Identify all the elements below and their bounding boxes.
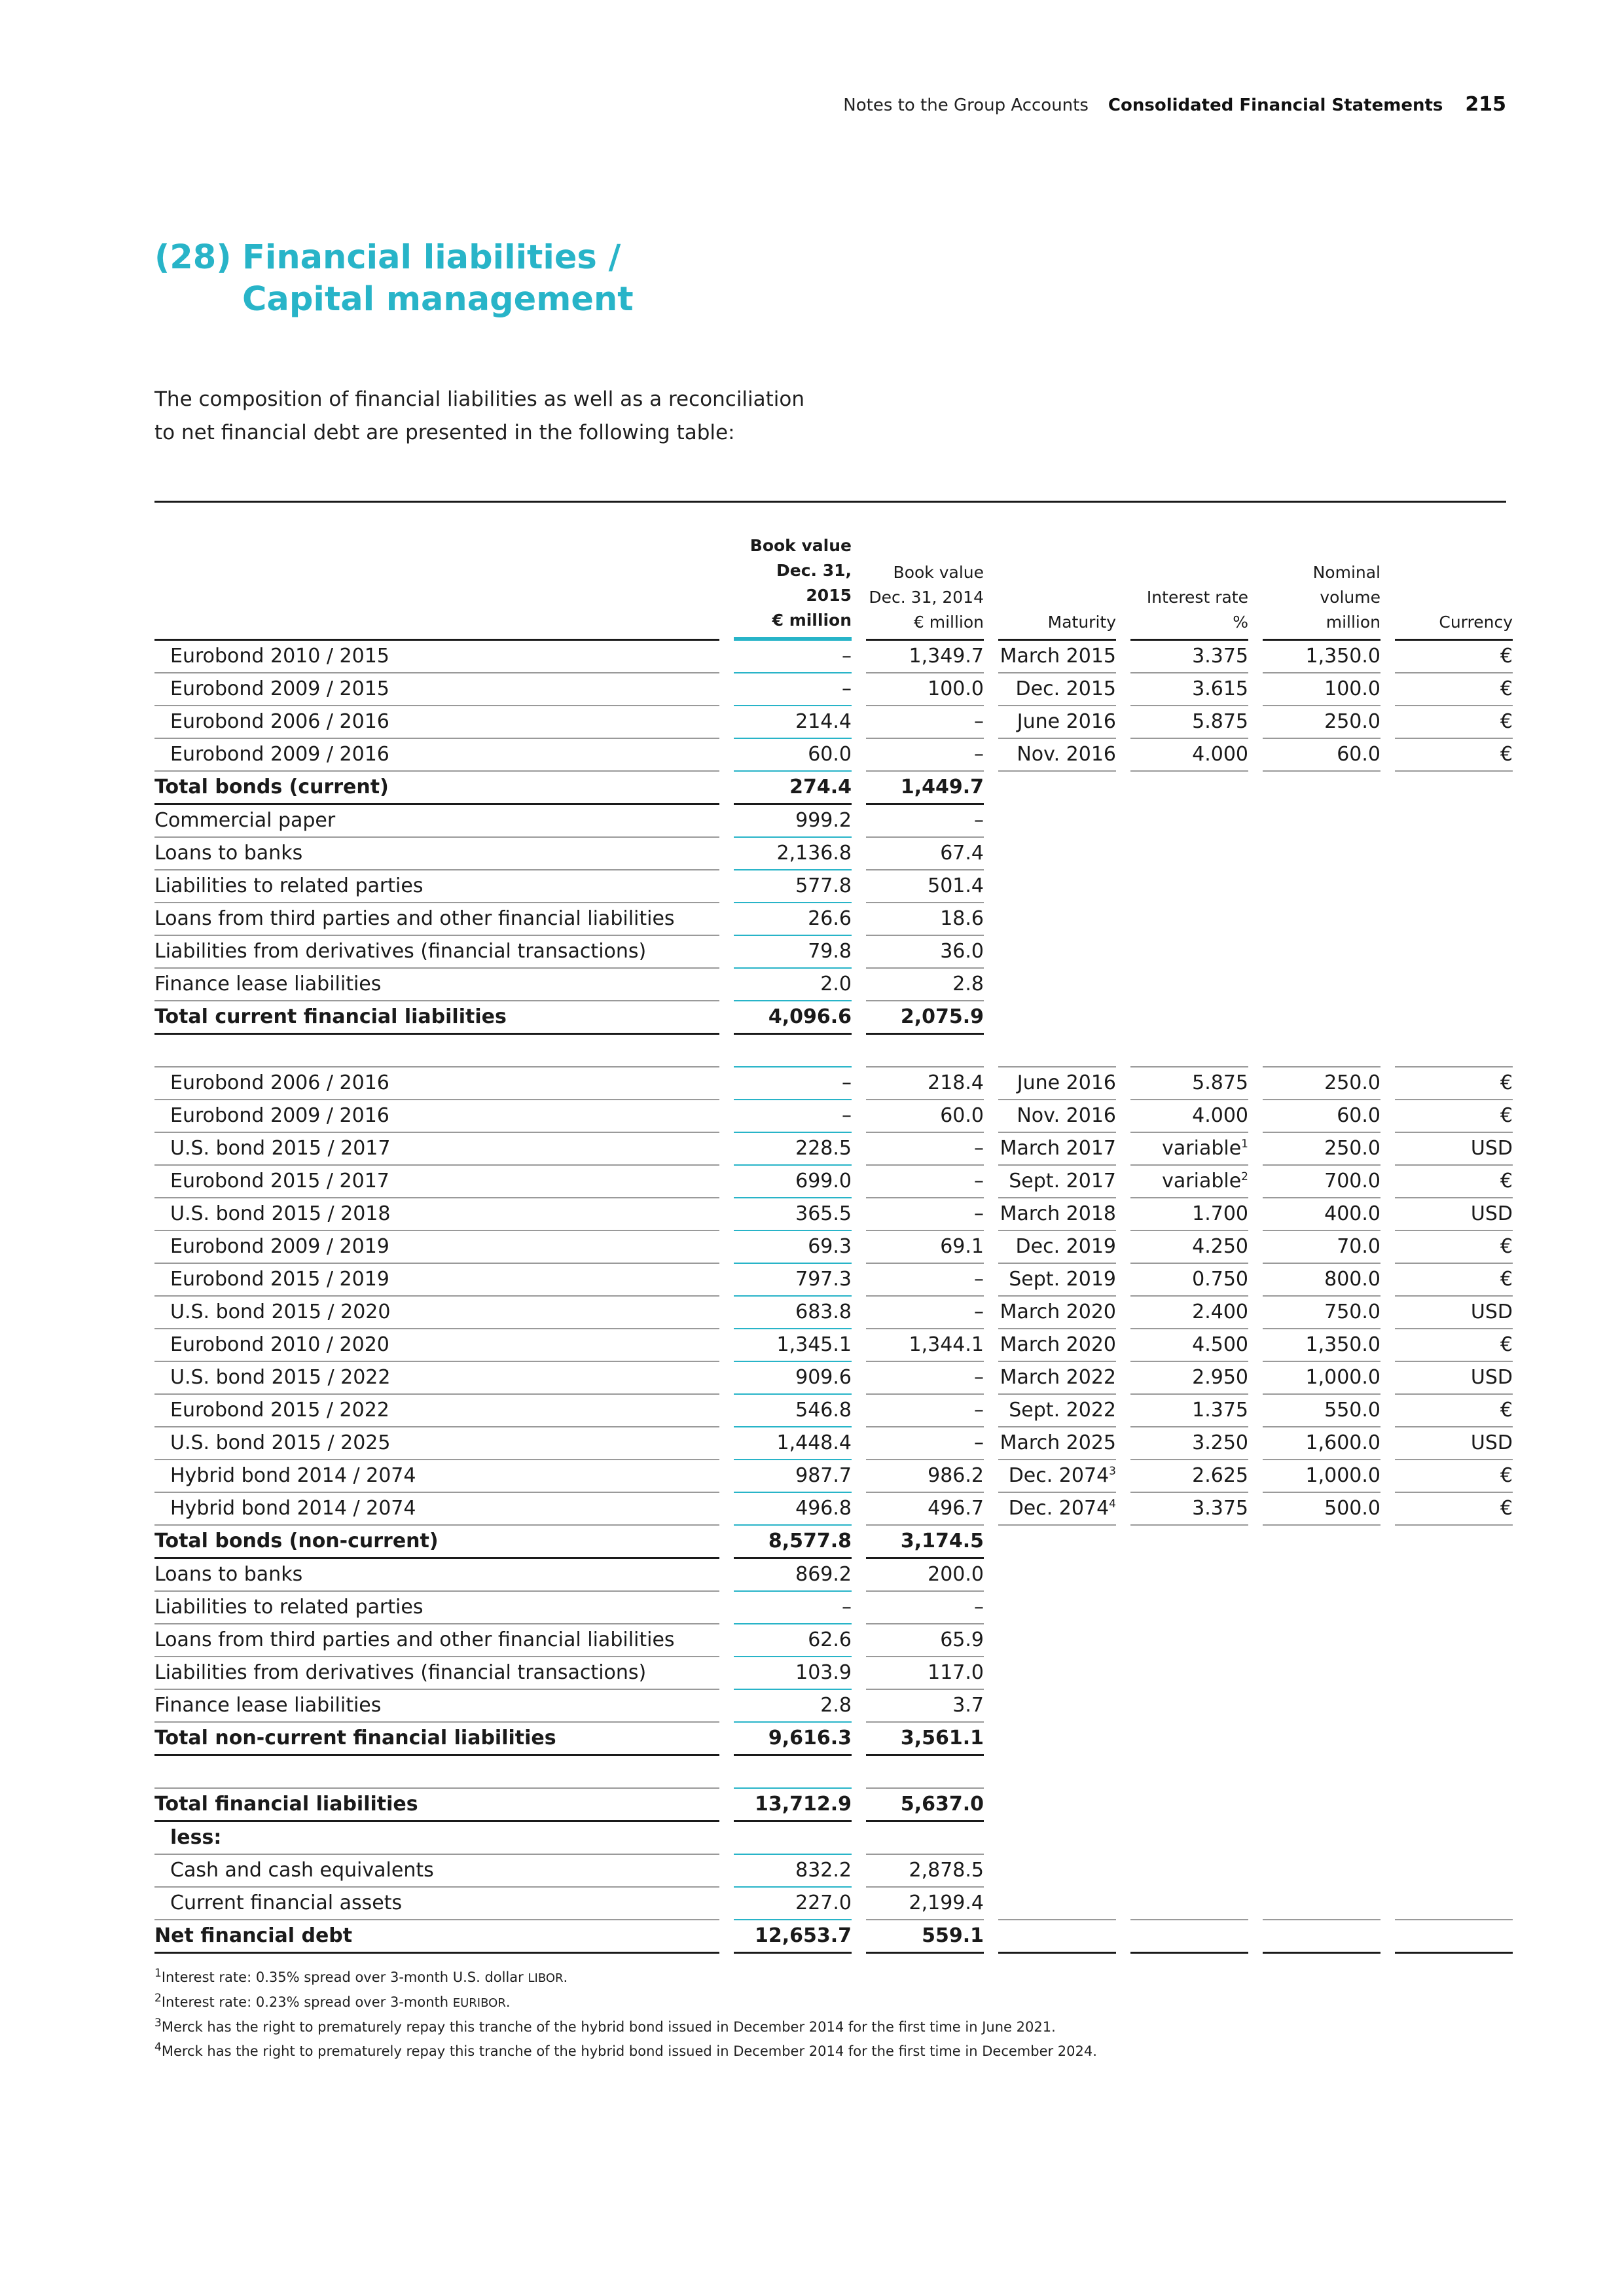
total-row: Total bonds (current) 274.4 1,449.7 — [154, 772, 1513, 805]
table-row: Eurobond 2006 / 2016 – 218.4 June 2016 5.875 250.0 € — [154, 1067, 1513, 1100]
table-row: Eurobond 2010 / 2020 1,345.1 1,344.1 March 2020 4.500 1,350.0 € — [154, 1329, 1513, 1362]
table-header-row — [154, 533, 1513, 641]
intro-line1: The composition of financial liabilities as well as a reconciliation — [154, 387, 805, 411]
net-financial-debt-row: Net financial debt 12,653.7 559.1 — [154, 1920, 1513, 1954]
table-row: less: — [154, 1822, 1513, 1855]
title-number: (28) — [154, 238, 232, 277]
header-currency: Currency — [1395, 533, 1513, 641]
spacer-row — [154, 1035, 1513, 1067]
footnote-ref: 3 — [1109, 1465, 1116, 1478]
total-row: Total financial liabilities 13,712.9 5,637.0 — [154, 1789, 1513, 1822]
table-row: U.S. bond 2015 / 2018 365.5 – March 2018 1.700 400.0 USD — [154, 1198, 1513, 1231]
table-row: Eurobond 2009 / 2016 60.0 – Nov. 2016 4.000 60.0 € — [154, 739, 1513, 772]
total-row: Total bonds (non-current) 8,577.8 3,174.5 — [154, 1526, 1513, 1559]
header-maturity: Maturity — [998, 533, 1116, 641]
table-row: Eurobond 2015 / 2019 797.3 – Sept. 2019 0.750 800.0 € — [154, 1264, 1513, 1297]
table-row: Commercial paper 999.2 – — [154, 805, 1513, 838]
table-row: Current financial assets 227.0 2,199.4 — [154, 1888, 1513, 1920]
table-row: U.S. bond 2015 / 2025 1,448.4 – March 2025 3.250 1,600.0 USD — [154, 1427, 1513, 1460]
total-row: Total current financial liabilities 4,096.6 2,075.9 — [154, 1001, 1513, 1035]
intro-line2: to net financial debt are presented in the following table: — [154, 421, 735, 444]
page-header — [843, 93, 1506, 116]
table-row: Hybrid bond 2014 / 2074 496.8 496.7 Dec. 2074$^4$ 3.375 500.0 € — [154, 1493, 1513, 1526]
footnote-3: $^3$Merck has the right to prematurely repay this tranche of the hybrid bond issued in December 2014 for the first time in June 2021. — [154, 2017, 1056, 2035]
header-interest-rate: Interest rate % — [1130, 533, 1248, 641]
total-row: Total non-current financial liabilities 9,616.3 3,561.1 — [154, 1723, 1513, 1756]
footnote-1: $^1$Interest rate: 0.35% spread over 3-month U.S. dollar LIBOR. — [154, 1967, 568, 1985]
table-row: Loans from third parties and other financial liabilities 62.6 65.9 — [154, 1624, 1513, 1657]
header-section: Notes to the Group Accounts — [843, 96, 1089, 115]
table-row: Eurobond 2006 / 2016 214.4 – June 2016 5.875 250.0 € — [154, 706, 1513, 739]
table-row: Finance lease liabilities 2.8 3.7 — [154, 1690, 1513, 1723]
table-top-rule — [154, 501, 1506, 503]
table-row: U.S. bond 2015 / 2020 683.8 – March 2020 2.400 750.0 USD — [154, 1297, 1513, 1329]
table-row: Eurobond 2009 / 2016 – 60.0 Nov. 2016 4.000 60.0 € — [154, 1100, 1513, 1133]
financial-liabilities-table — [140, 533, 1527, 1954]
table-row: Liabilities from derivatives (financial transactions) 79.8 36.0 — [154, 936, 1513, 969]
intro-paragraph — [154, 383, 907, 450]
header-nominal-volume: Nominal volume million — [1263, 533, 1380, 641]
page-number: 215 — [1465, 93, 1506, 116]
table-row: Eurobond 2010 / 2015 – 1,349.7 March 2015 3.375 1,350.0 € — [154, 641, 1513, 673]
table-row: Loans to banks 2,136.8 67.4 — [154, 838, 1513, 870]
footnote-ref: 2 — [1241, 1170, 1248, 1183]
spacer-row — [154, 1756, 1513, 1789]
table-row: Loans to banks 869.2 200.0 — [154, 1559, 1513, 1592]
footnote-ref: 4 — [1109, 1498, 1116, 1511]
table-row: Cash and cash equivalents 832.2 2,878.5 — [154, 1855, 1513, 1888]
table-row: Loans from third parties and other financial liabilities 26.6 18.6 — [154, 903, 1513, 936]
footnote-4: $^4$Merck has the right to prematurely repay this tranche of the hybrid bond issued in December 2014 for the first time in December 2024. — [154, 2041, 1097, 2059]
header-book-value-2014: Book value Dec. 31, 2014 € million — [866, 533, 984, 641]
page-title — [154, 237, 634, 321]
table-row: Eurobond 2009 / 2015 – 100.0 Dec. 2015 3.615 100.0 € — [154, 673, 1513, 706]
header-label-col — [154, 533, 719, 641]
footnotes — [154, 1965, 1097, 2064]
title-line1: Financial liabilities / — [242, 238, 621, 277]
table-row: Eurobond 2009 / 2019 69.3 69.1 Dec. 2019 4.250 70.0 € — [154, 1231, 1513, 1264]
table-row: Eurobond 2015 / 2022 546.8 – Sept. 2022 1.375 550.0 € — [154, 1395, 1513, 1427]
footnote-ref: 1 — [1241, 1138, 1248, 1151]
footnote-2: $^2$Interest rate: 0.23% spread over 3-month EURIBOR. — [154, 1992, 511, 2010]
table-row: U.S. bond 2015 / 2017 228.5 – March 2017 variable$^1$ 250.0 USD — [154, 1133, 1513, 1166]
header-book-value-2015: Book value Dec. 31, 2015 € million — [734, 533, 852, 641]
header-chapter: Consolidated Financial Statements — [1108, 96, 1443, 115]
table-row: Finance lease liabilities 2.0 2.8 — [154, 969, 1513, 1001]
table-row: Liabilities to related parties 577.8 501.4 — [154, 870, 1513, 903]
table-row: Hybrid bond 2014 / 2074 987.7 986.2 Dec. 2074$^3$ 2.625 1,000.0 € — [154, 1460, 1513, 1493]
table-row: Liabilities from derivatives (financial transactions) 103.9 117.0 — [154, 1657, 1513, 1690]
table-row: Eurobond 2015 / 2017 699.0 – Sept. 2017 variable$^2$ 700.0 € — [154, 1166, 1513, 1198]
title-line2: Capital management — [242, 280, 634, 319]
table-row: Liabilities to related parties – – — [154, 1592, 1513, 1624]
table-row: U.S. bond 2015 / 2022 909.6 – March 2022 2.950 1,000.0 USD — [154, 1362, 1513, 1395]
